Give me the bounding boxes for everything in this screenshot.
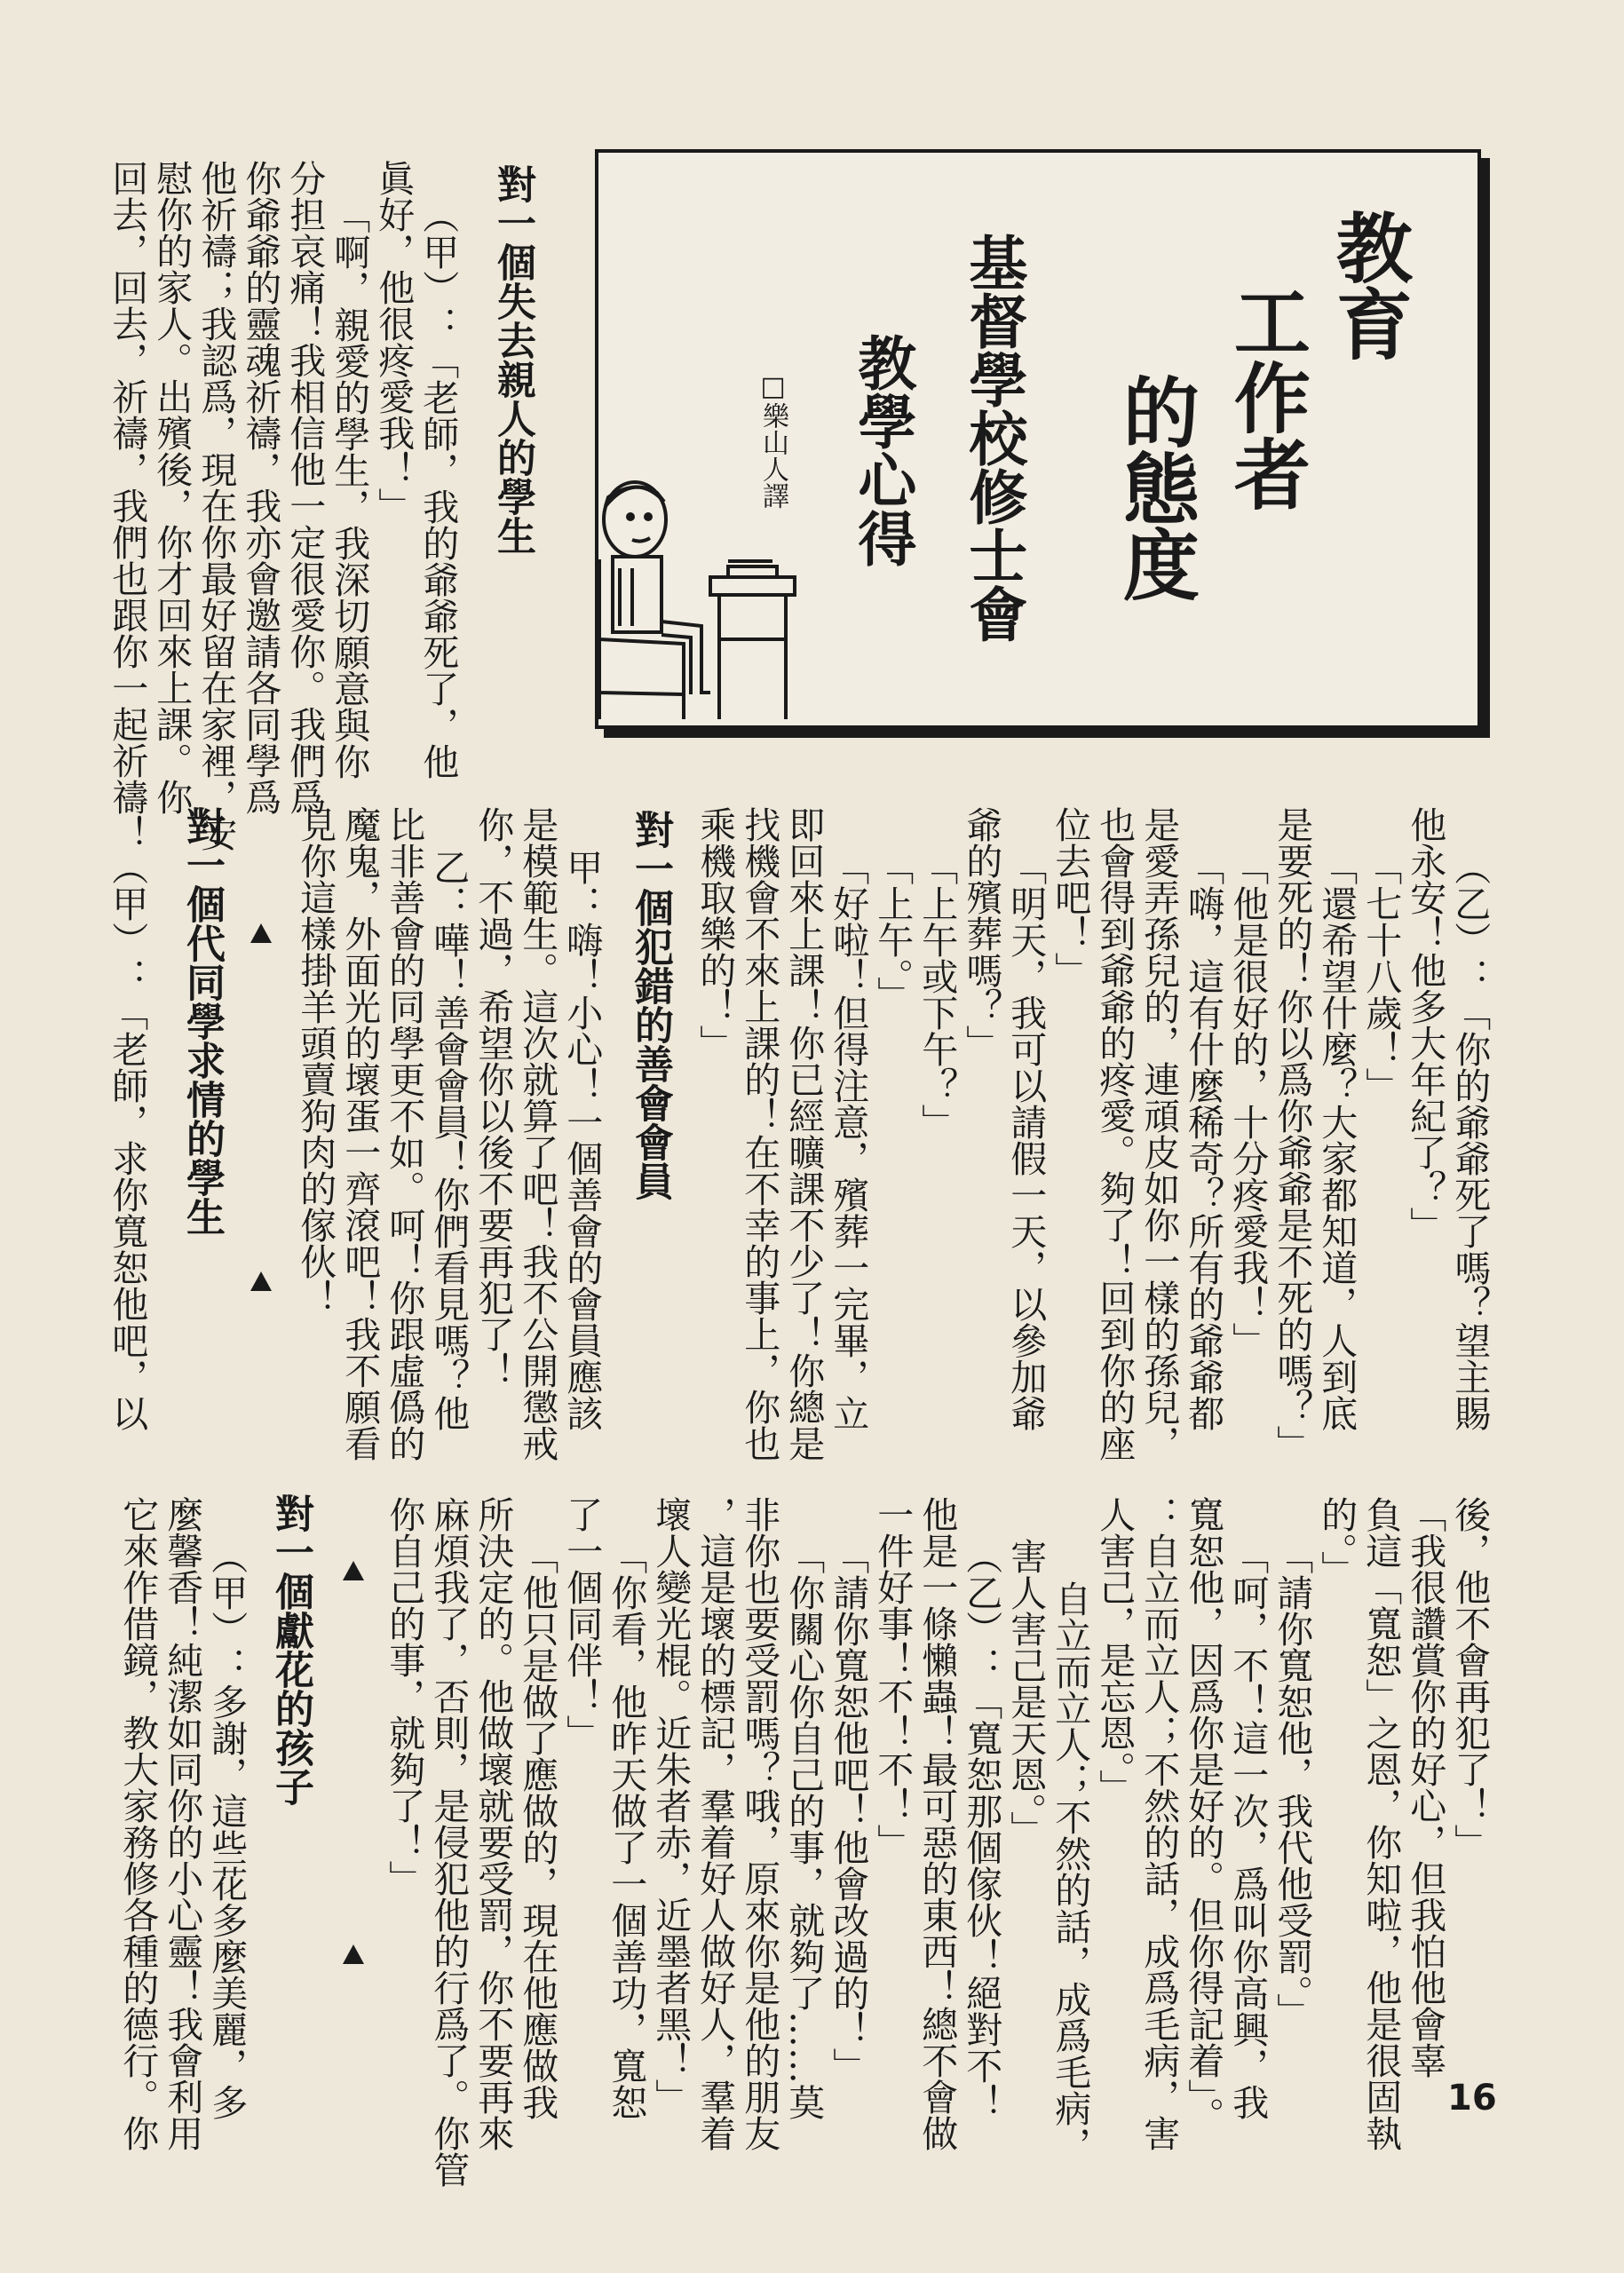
page-number: 16 bbox=[1447, 2078, 1497, 2119]
section1-cont-line-8: 是愛弄孫兒的，連頑皮如你一樣的孫兒， bbox=[1137, 806, 1181, 1461]
section3-cont-line-14: 一件好事！不！不！」 bbox=[871, 1496, 915, 1860]
section1-line-4: 分担哀痛！我相信他一定很愛你。我們爲 bbox=[283, 160, 327, 815]
section2-line-2: 是模範生。這次就算了吧！我不公開懲戒 bbox=[516, 806, 559, 1461]
section1-cont-line-18: 乘機取樂的！」 bbox=[693, 806, 737, 1061]
section2-line-7: 見你這樣掛羊頭賣狗肉的傢伙！ bbox=[294, 806, 337, 1316]
section3-cont-line-25: 你自己的事，就夠了！」 bbox=[383, 1496, 426, 1897]
student-illustration bbox=[595, 462, 808, 728]
section1-cont-line-1: （乙）：「你的爺爺死了嗎？望主賜 bbox=[1448, 849, 1492, 1431]
section3-cont-line-3: 負這「寬恕」之恩，你知啦，他是很固執 bbox=[1359, 1496, 1403, 2151]
section1-cont-line-15: 「好啦！但得注意，殯葬一完畢，立 bbox=[827, 849, 870, 1431]
section1-cont-line-16: 即回來上課！你已經曠課不少了！你總是 bbox=[782, 806, 826, 1461]
section1-cont-line-3: 「七十八歲！」 bbox=[1359, 849, 1403, 1104]
section1-cont-line-13: 「上午或下午？」 bbox=[915, 849, 959, 1140]
section3-cont-line-1: 後，他不會再犯了！」 bbox=[1448, 1496, 1492, 1860]
section1-cont-line-12: 爺的殯葬嗎？」 bbox=[960, 806, 1003, 1061]
section2-line-4: 乙：嘩！善會會員！你們看見嗎？他 bbox=[427, 849, 471, 1431]
section3-cont-line-10: 自立而立人；不然的話，成爲毛病， bbox=[1049, 1580, 1092, 2163]
main-title-col2: 工作者 bbox=[1220, 282, 1310, 511]
section3-cont-line-23: 所決定的。他做壞就要受罰，你不要再來 bbox=[471, 1496, 515, 2151]
section-heading-erring-member: 對一個犯錯的善會會員 bbox=[628, 810, 673, 1200]
section1-line-8: 回去，回去，祈禱，我們也跟你一起祈禱！ bbox=[106, 160, 149, 851]
main-title-col3: 的態度 bbox=[1109, 373, 1199, 602]
section-divider-triangle bbox=[250, 1271, 272, 1291]
section1-cont-line-6: 「他是很好的，十分疼愛我！」 bbox=[1226, 849, 1270, 1358]
section2-line-5: 比非善會的同學更不如。呵！你跟虛僞的 bbox=[383, 806, 426, 1461]
section3-cont-line-13: 他是一條懶蟲！最可惡的東西！總不會做 bbox=[915, 1496, 959, 2151]
subtitle-col2: 教學心得 bbox=[847, 333, 916, 567]
section3-cont-line-21: 了一個同伴！」 bbox=[560, 1496, 604, 1751]
section1-cont-line-9: 也會得到爺爺的疼愛。夠了！回到你的座 bbox=[1093, 806, 1137, 1461]
section1-cont-line-11: 「明天，我可以請假一天，以參加爺 bbox=[1004, 849, 1048, 1431]
translator-credit: □樂山人譯 bbox=[757, 371, 788, 509]
section3-cont-line-12: （乙）：「寬恕那個傢伙！絕對不！ bbox=[960, 1538, 1003, 2120]
section3-cont-line-20: 「你看，他昨天做了一個善功，寬恕 bbox=[605, 1538, 648, 2120]
section-heading-pleading-student: 對一個代同學求情的學生 bbox=[179, 806, 225, 1236]
section1-line-3: 「啊，親愛的學生，我深切願意與你 bbox=[328, 197, 371, 780]
section1-cont-line-7: 「嗨，這有什麼稀奇？所有的爺爺都 bbox=[1182, 849, 1225, 1431]
section3-cont-line-19: 壞人變光棍。近朱者赤，近墨者黑！」 bbox=[649, 1496, 693, 2115]
section3-cont-line-7: 寬恕他，因爲你是好的。但你得記着」。 bbox=[1182, 1496, 1225, 2134]
section1-cont-line-14: 「上午。」 bbox=[871, 849, 915, 1013]
section-divider-triangle bbox=[343, 1944, 364, 1964]
section3-cont-line-16: 「你關心你自己的事，就夠了……莫 bbox=[782, 1538, 826, 2120]
main-title-col1: 教育 bbox=[1322, 209, 1412, 361]
section4-line-1: （甲）：多謝，這些花多麼美麗，多 bbox=[205, 1538, 249, 2120]
section4-line-2: 麼馨香！純潔如同你的小心靈！我會利用 bbox=[161, 1496, 204, 2151]
section3-cont-line-2: 「我很讚賞你的好心，但我怕他會辜 bbox=[1404, 1496, 1447, 2079]
section1-cont-line-10: 位去吧！」 bbox=[1049, 806, 1092, 988]
section1-line-2: 眞好，他很疼愛我！」 bbox=[372, 160, 416, 524]
section1-line-7: 慰你的家人。出殯後，你才回來上課。你 bbox=[150, 160, 194, 815]
section3-cont-line-15: 「請你寬恕他吧！他會改過的！」 bbox=[827, 1538, 870, 2084]
section1-line-1: （甲）：「老師，我的爺爺死了，他 bbox=[416, 197, 460, 780]
section1-line-6: 他祈禱；我認爲，現在你最好留在家裡，安 bbox=[194, 160, 238, 851]
section3-cont-line-5: 「請你寬恕他，我代他受罰。」 bbox=[1271, 1538, 1314, 2030]
section2-line-6: 魔鬼，外面光的壞蛋一齊滾吧！我不願看 bbox=[338, 806, 382, 1461]
section3-cont-line-9: 人害己，是忘恩。」 bbox=[1093, 1496, 1137, 1806]
section3-cont-line-22: 「他只是做了應做的，現在他應做我 bbox=[516, 1538, 559, 2120]
section-heading-flower-child: 對一個獻花的孩子 bbox=[268, 1493, 313, 1806]
section3-cont-line-8: ：自立而立人；不然的話，成爲毛病，害 bbox=[1137, 1496, 1181, 2151]
section3-cont-line-17: 非你也要受罰嗎？哦，原來你是他的朋友 bbox=[738, 1496, 781, 2151]
section3-cont-line-18: ，這是壞的標記，羣着好人做好人，羣着 bbox=[693, 1496, 737, 2151]
section3-line-1: （甲）：「老師，求你寬恕他吧，以 bbox=[106, 849, 149, 1431]
section3-cont-line-6: 「呵，不！這一次，爲叫你高興，我 bbox=[1226, 1538, 1270, 2120]
section2-line-3: 你，不過，希望你以後不要再犯了！ bbox=[471, 806, 515, 1389]
section3-cont-line-11: 害人害己是天恩。」 bbox=[1004, 1538, 1048, 1848]
section3-cont-line-4: 的。」 bbox=[1315, 1496, 1359, 1588]
section1-cont-line-4: 「還希望什麼？大家都知道，人到底 bbox=[1315, 849, 1359, 1431]
section1-cont-line-2: 他永安！他多大年紀了？」 bbox=[1404, 806, 1447, 1243]
section1-cont-line-17: 找機會不來上課的！在不幸的事上，你也 bbox=[738, 806, 781, 1461]
section-divider-triangle bbox=[250, 923, 272, 943]
section-heading-lost-relative: 對一個失去親人的學生 bbox=[490, 164, 535, 555]
subtitle-col1: 基督學校修士會 bbox=[958, 233, 1027, 643]
section2-line-1: 甲：嗨！小心！一個善會的會員應該 bbox=[560, 849, 604, 1431]
section1-cont-line-5: 是要死的！你以爲你爺爺是不死的嗎？」 bbox=[1271, 806, 1314, 1461]
section3-cont-line-24: 麻煩我了，否則，是侵犯他的行爲了。你管 bbox=[427, 1496, 471, 2188]
section-divider-triangle bbox=[343, 1561, 364, 1580]
section4-line-3: 它來作借鏡，教大家務修各種的德行。你 bbox=[116, 1496, 160, 2151]
section1-line-5: 你爺爺的靈魂祈禱，我亦會邀請各同學爲 bbox=[239, 160, 282, 815]
